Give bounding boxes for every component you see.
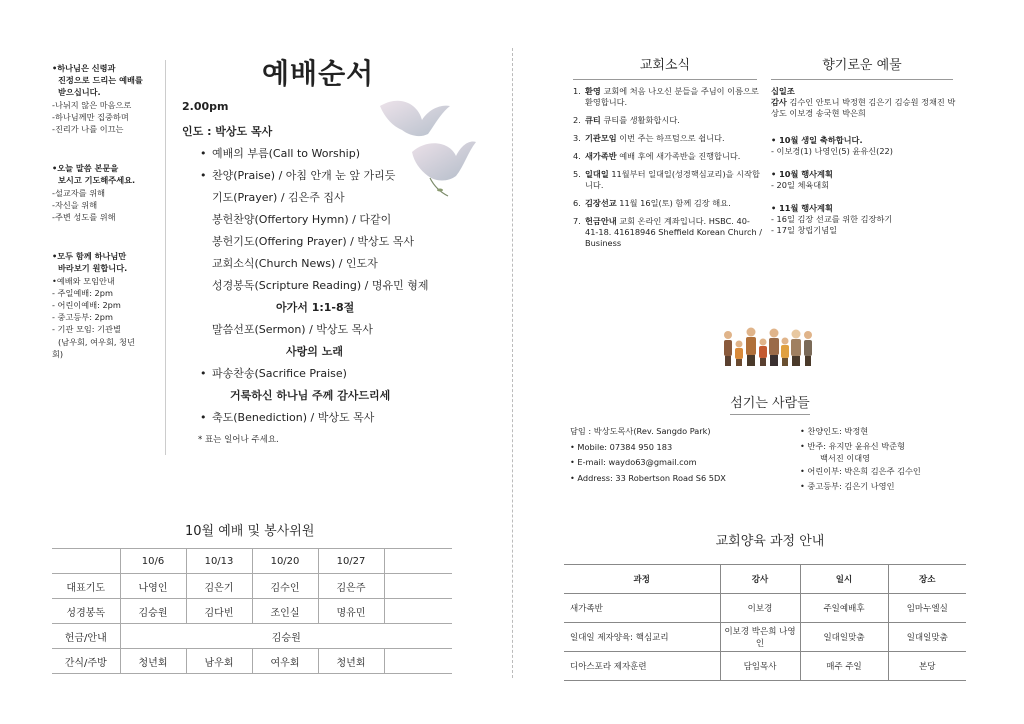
table-cell: 여우회	[252, 649, 318, 674]
table-cell	[384, 649, 452, 674]
sidebar-item: - 기관 모임: 기관별	[52, 324, 121, 335]
table-cell: 김다빈	[186, 599, 252, 624]
table-header	[52, 549, 120, 574]
sidebar-item: - 중고등부: 2pm	[52, 312, 113, 323]
table-header: 10/27	[318, 549, 384, 574]
sidebar-item: -주변 성도를 위해	[52, 212, 116, 223]
october-event: - 20일 체육대회	[771, 180, 830, 190]
page-fold-divider	[512, 48, 513, 678]
table-cell: 일대일 제자양육: 핵심교리	[564, 623, 720, 652]
sidebar-heading: 보시고 기도해주세요.	[58, 175, 136, 186]
table-header: 장소	[888, 565, 966, 594]
table-cell: 청년회	[120, 649, 186, 674]
sidebar-item: -진리가 나를 이끄는	[52, 124, 124, 135]
offering-section	[771, 86, 961, 236]
table-row	[52, 574, 452, 599]
table-cell: 주일예배후	[800, 594, 888, 623]
birthday-heading: • 10월 생일 축하합니다.	[771, 135, 863, 145]
table-row	[564, 652, 966, 681]
sidebar-heading: 진정으로 드리는 예배를	[58, 75, 143, 86]
sidebar-notes	[52, 62, 160, 387]
order-item: • 축도(Benediction) / 박상도 목사	[200, 411, 375, 424]
list-item: 6. 김장선교 11월 16일(토) 함께 김장 해요.	[573, 198, 731, 208]
table-cell: 성경봉독	[52, 599, 120, 624]
table-cell: 김승원	[120, 624, 452, 649]
thanks-line: 감사 김수인 안토니 박정현 김은기 김승원 정채진 박상도 이보경 송국현 박은희	[771, 97, 956, 118]
sidebar-item: -하나님께만 집중하며	[52, 111, 129, 122]
table-cell: 대표기도	[52, 574, 120, 599]
order-item: 봉헌찬양(Offertory Hymn) / 다같이	[212, 213, 392, 226]
table-header	[384, 549, 452, 574]
november-event: - 16일 김장 선교를 위한 김장하기	[771, 214, 893, 224]
sidebar-item: (남우회, 여우회, 청년	[58, 336, 135, 347]
sidebar-item: 회)	[52, 348, 64, 359]
november-events-heading: • 11월 행사계획	[771, 203, 833, 213]
news-list	[573, 86, 763, 256]
table-cell: 임마누엘실	[888, 594, 966, 623]
table-cell: 담임목사	[720, 652, 800, 681]
table-header: 일시	[800, 565, 888, 594]
address-line: • Address: 33 Robertson Road S6 5DX	[570, 472, 726, 483]
order-item: • 예배의 부름(Call to Worship)	[200, 147, 361, 160]
table-row	[52, 599, 452, 624]
sidebar-item: -나뉘지 않은 마음으로	[52, 99, 132, 110]
sidebar-heading: •오늘 말씀 본문을	[52, 163, 119, 174]
order-item: 교회소식(Church News) / 인도자	[212, 257, 378, 270]
table-cell: 새가족반	[564, 594, 720, 623]
hymn-title: 거룩하신 하나님 주께 감사드리세	[230, 389, 391, 402]
birthday-list: - 이보경(1) 나영인(5) 윤유신(22)	[771, 146, 893, 156]
table-cell: 매주 주일	[800, 652, 888, 681]
sermon-title: 사랑의 노래	[286, 345, 343, 358]
servants-left	[570, 424, 810, 486]
table-cell	[384, 599, 452, 624]
sidebar-item: - 어린이예배: 2pm	[52, 300, 121, 311]
sidebar-heading: •모두 함께 하나님만	[52, 251, 127, 262]
pastor-line: 담임 : 박상도목사(Rev. Sangdo Park)	[570, 426, 711, 436]
page-title: 예배순서	[262, 57, 375, 90]
table-header: 10/13	[186, 549, 252, 574]
list-item: • 어린이부: 박은희 김은주 김수인	[800, 465, 921, 476]
sidebar-heading: 바라보기 원합니다.	[58, 263, 128, 274]
list-item: • 중고등부: 김은기 나영인	[800, 481, 895, 491]
email-line: • E-mail: waydo63@gmail.com	[570, 457, 697, 467]
service-time: 2.00pm	[182, 100, 229, 113]
october-events-heading: • 10월 행사계획	[771, 169, 833, 179]
education-table	[564, 564, 966, 681]
table-row	[52, 549, 452, 574]
scripture-reference: 아가서 1:1-8절	[276, 301, 355, 314]
november-event: - 17일 창립기념일	[771, 225, 838, 235]
table-row	[52, 624, 452, 649]
mobile-line: • Mobile: 07384 950 183	[570, 441, 673, 452]
order-item: 기도(Prayer) / 김은주 집사	[212, 191, 345, 204]
order-item: • 찬양(Praise) / 아침 안개 눈 앞 가리듯	[200, 169, 396, 182]
table-row	[564, 623, 966, 652]
order-item: 성경봉독(Scripture Reading) / 명유민 형제	[212, 279, 429, 292]
order-item: • 파송찬송(Sacrifice Praise)	[200, 367, 347, 380]
news-title: 교회소식	[573, 54, 757, 80]
table-cell: 일대일맞춤	[888, 623, 966, 652]
service-leader: 인도 : 박상도 목사	[182, 125, 273, 138]
servants-title: 섬기는 사람들	[700, 392, 840, 411]
servants-right	[800, 424, 980, 495]
table-cell: 헌금/안내	[52, 624, 120, 649]
table-cell: 명유민	[318, 599, 384, 624]
list-item: 3. 기관모임 이번 주는 하프텀으로 쉽니다.	[573, 133, 725, 143]
list-item: 4. 새가족반 예배 후에 새가족반을 진행합니다.	[573, 151, 741, 161]
table-header: 과정	[564, 565, 720, 594]
list-item: • 찬양인도: 박정현	[800, 426, 869, 436]
table-header: 강사	[720, 565, 800, 594]
table-cell: 남우회	[186, 649, 252, 674]
table-cell: 디아스포라 제자훈련	[564, 652, 720, 681]
table-row	[52, 649, 452, 674]
sidebar-heading: 받으십니다.	[58, 87, 101, 98]
table-cell	[384, 574, 452, 599]
table-header: 10/6	[120, 549, 186, 574]
tithe-heading: 십일조	[771, 86, 795, 96]
table-cell: 일대일맞춤	[800, 623, 888, 652]
table-cell: 이보경 박은희 나영인	[720, 623, 800, 652]
sidebar-item: •예배와 모임안내	[52, 275, 115, 286]
order-item: 말씀선포(Sermon) / 박상도 목사	[212, 323, 373, 336]
table-header: 10/20	[252, 549, 318, 574]
table-cell: 조인실	[252, 599, 318, 624]
sidebar-divider	[165, 60, 166, 455]
list-item: 7. 헌금안내 교회 온라인 계좌입니다. HSBC. 40-41-18. 41618946 Sheffield Korean Church / Business	[573, 216, 763, 248]
sidebar-heading: •하나님은 신령과	[52, 63, 116, 73]
sidebar-item: -설교자를 위해	[52, 187, 106, 198]
table-cell: 이보경	[720, 594, 800, 623]
order-item: 봉헌기도(Offering Prayer) / 박상도 목사	[212, 235, 414, 248]
list-item: 백서진 이대영	[820, 452, 871, 463]
table-cell: 나영인	[120, 574, 186, 599]
list-item: 1. 환영 교회에 처음 나오신 분들을 주님이 이름으로 환영합니다.	[573, 86, 759, 107]
service-table-title: 10월 예배 및 봉사위원	[185, 524, 315, 539]
list-item: 5. 일대일 11월부터 일대일(성경핵심교리)을 시작합니다.	[573, 169, 760, 190]
family-icon	[722, 326, 814, 368]
sidebar-group-2	[52, 162, 160, 223]
dove-icon	[370, 86, 478, 204]
table-cell: 김수인	[252, 574, 318, 599]
sidebar-item: - 주일예배: 2pm	[52, 287, 113, 298]
standing-note: * 표는 일어나 주세요.	[198, 435, 279, 445]
table-cell: 간식/주방	[52, 649, 120, 674]
list-item: 2. 큐티 큐티를 생활화합시다.	[573, 115, 680, 125]
sidebar-item: -자신을 위해	[52, 199, 98, 210]
table-cell: 본당	[888, 652, 966, 681]
table-row	[564, 594, 966, 623]
offering-title: 향기로운 예물	[771, 54, 953, 80]
list-item: • 반주: 유지만 윤유신 박준형	[800, 440, 905, 451]
sidebar-group-3	[52, 250, 160, 360]
table-cell: 김은주	[318, 574, 384, 599]
table-cell: 김은기	[186, 574, 252, 599]
table-cell: 청년회	[318, 649, 384, 674]
service-table	[52, 548, 452, 674]
education-title: 교회양육 과정 안내	[715, 534, 825, 549]
table-row	[564, 565, 966, 594]
table-cell: 김승원	[120, 599, 186, 624]
sidebar-group-1	[52, 62, 160, 135]
